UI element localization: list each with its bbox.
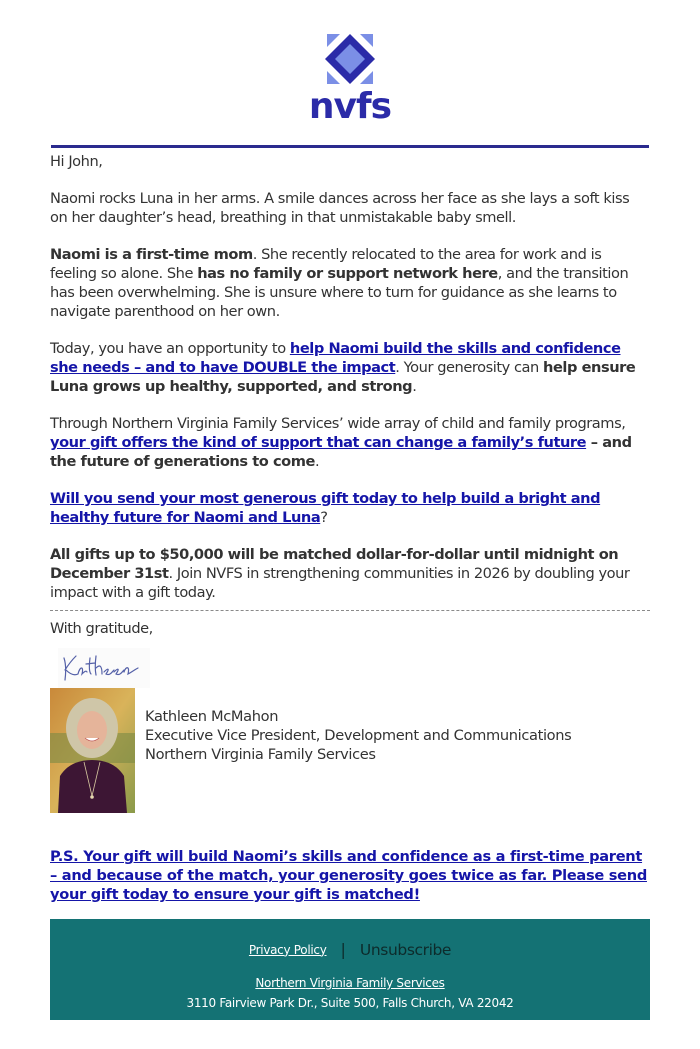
nvfs-quilt-diamond-icon [300,30,400,125]
privacy-policy-link[interactable]: Privacy Policy [248,942,327,957]
send-gift-link[interactable]: Will you send your most generous gift today to help build a bright and healthy future for Naomi and Luna [50,490,601,526]
your-gift-link[interactable]: your gift offers the kind of support that can change a family’s future [50,434,587,451]
bold-no-family: has no family or support network here [197,265,498,282]
text: Through Northern Virginia Family Services’ wide array of child and family programs, [50,415,626,432]
signer-title: Executive Vice President, Development and Communications [145,727,572,744]
text: . She recently relocated to the area for work and is feeling so alone. She [50,246,602,282]
signer-org: Northern Virginia Family Services [145,746,376,763]
nvfs-logo[interactable] [300,30,400,125]
bold-help-ensure: help ensure Luna grows up healthy, supported, and strong [50,359,636,395]
paragraph-programs [50,414,650,471]
paragraph-naomi [50,245,650,321]
postscript [50,847,650,904]
paragraph-opportunity [50,339,650,396]
signer-name: Kathleen McMahon [145,708,279,725]
signer-photo [50,688,135,813]
svg-text:nvfs: nvfs [308,86,392,125]
text: . Join NVFS in strengthening communities in 2026 by doubling your impact with a gift today. [50,565,630,601]
text: . Your generosity can [395,359,544,376]
bold-match-offer: All gifts up to $50,000 will be matched dollar-for-dollar until midnight on December 31st [50,546,619,582]
text: Today, you have an opportunity to [50,340,290,357]
handwritten-signature [58,648,150,688]
text: ? [320,509,328,526]
org-address: 3110 Fairview Park Dr., Suite 500, Falls Church, VA 22042 [186,996,514,1010]
bold-generations: – and the future of generations to come [50,434,632,470]
ps-gift-link[interactable]: P.S. Your gift will build Naomi’s skills and confidence as a first-time parent – and because of the match, your generosity goes twice as far. Please send your gift today to ensure your gift is matched! [50,848,647,903]
signer-block [145,707,571,764]
header-divider [51,145,649,148]
footer [50,919,650,1020]
footer-links [50,940,650,959]
greeting: Hi John, [50,153,103,170]
paragraph-match [50,545,650,602]
paragraph-ask [50,489,650,527]
bold-first-time-mom: Naomi is a first-time mom [50,246,253,263]
footer-separator: | [340,940,346,959]
org-website-link[interactable]: Northern Virginia Family Services [255,976,445,990]
dashed-divider [50,610,650,611]
text: . [412,378,417,395]
unsubscribe-link[interactable]: Unsubscribe [359,940,452,959]
text: . [314,453,320,470]
help-naomi-link[interactable]: help Naomi build the skills and confidence she needs – and to have DOUBLE the impact [50,340,621,376]
closing: With gratitude, [50,620,153,637]
email-body [50,152,650,638]
paragraph-intro: Naomi rocks Luna in her arms. A smile dances across her face as she lays a soft kiss on her daughter’s head, breathing in that unmistakable baby smell. [50,190,630,226]
text: , and the transition has been overwhelming. She is unsure where to turn for guidance as she learns to navigate parenthood on her own. [50,265,629,320]
